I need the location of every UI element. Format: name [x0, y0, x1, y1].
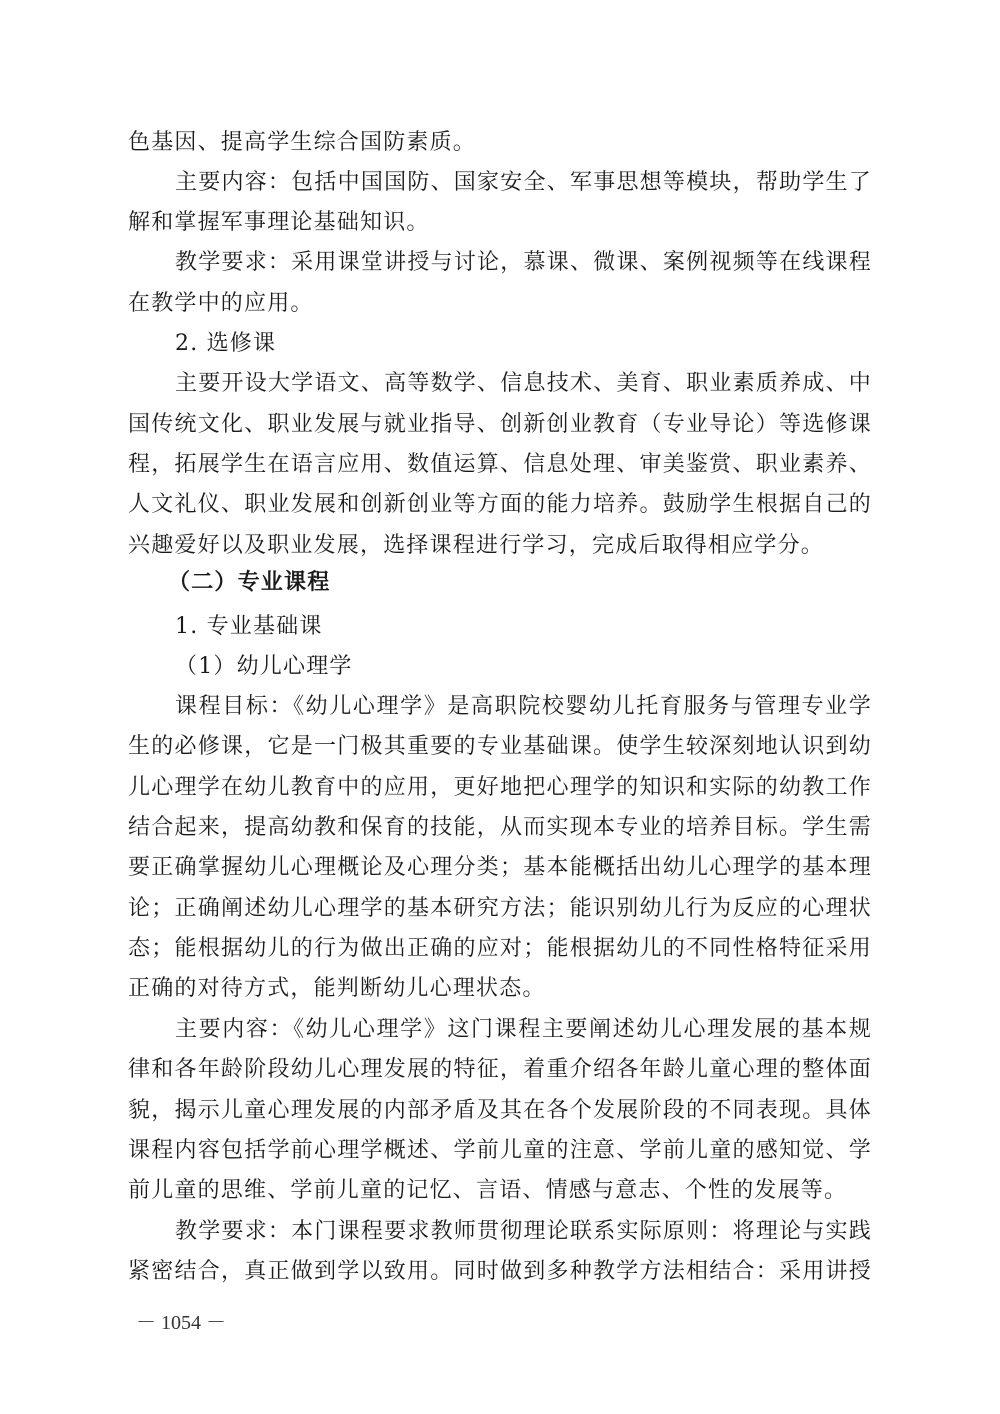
- text-line: 国传统文化、职业发展与就业指导、创新创业教育（专业导论）等选修课: [128, 412, 872, 437]
- text-line: 程，拓展学生在语言应用、数值运算、信息处理、审美鉴赏、职业素养、: [128, 452, 872, 477]
- text-line: 主要开设大学语文、高等数学、信息技术、美育、职业素质养成、中: [175, 371, 872, 396]
- text-line: 在教学中的应用。: [128, 291, 314, 316]
- page-number: － 1054 －: [136, 1312, 226, 1334]
- text-line: 态；能根据幼儿的行为做出正确的应对；能根据幼儿的不同性格特征采用: [128, 936, 872, 961]
- text-line: 教学要求：本门课程要求教师贯彻理论联系实际原则：将理论与实践: [175, 1219, 872, 1244]
- text-line: 兴趣爱好以及职业发展，选择课程进行学习，完成后取得相应学分。: [128, 533, 825, 558]
- text-line: 色基因、提高学生综合国防素质。: [128, 130, 477, 155]
- text-line: 2. 选修课: [175, 331, 277, 356]
- text-line: 教学要求：采用课堂讲授与讨论，慕课、微课、案例视频等在线课程: [175, 250, 872, 275]
- text-line: 紧密结合，真正做到学以致用。同时做到多种教学方法相结合：采用讲授: [128, 1259, 872, 1284]
- text-line: 论；正确阐述幼儿心理学的基本研究方法；能识别幼儿行为反应的心理状: [128, 896, 872, 921]
- text-line: 正确的对待方式，能判断幼儿心理状态。: [128, 976, 546, 1001]
- text-line: 解和掌握军事理论基础知识。: [128, 210, 430, 235]
- text-line: 律和各年龄阶段幼儿心理发展的特征，着重介绍各年龄儿童心理的整体面: [128, 1057, 872, 1082]
- section-heading: （二）专业课程: [168, 569, 331, 595]
- text-line: 主要内容：《幼儿心理学》这门课程主要阐述幼儿心理发展的基本规: [175, 1017, 872, 1042]
- text-line: 课程内容包括学前心理学概述、学前儿童的注意、学前儿童的感知觉、学: [128, 1138, 872, 1163]
- text-line: 结合起来，提高幼教和保育的技能，从而实现本专业的培养目标。学生需: [128, 815, 872, 840]
- text-line: 前儿童的思维、学前儿童的记忆、言语、情感与意志、个性的发展等。: [128, 1178, 848, 1203]
- text-line: 貌，揭示儿童心理发展的内部矛盾及其在各个发展阶段的不同表现。具体: [128, 1098, 872, 1123]
- text-line: （1）幼儿心理学: [175, 654, 353, 679]
- text-line: 主要内容：包括中国国防、国家安全、军事思想等模块，帮助学生了: [175, 170, 872, 195]
- text-line: 人文礼仪、职业发展和创新创业等方面的能力培养。鼓励学生根据自己的: [128, 492, 872, 517]
- text-line: 课程目标：《幼儿心理学》是高职院校婴幼儿托育服务与管理专业学: [175, 694, 872, 719]
- text-line: 要正确掌握幼儿心理概论及心理分类；基本能概括出幼儿心理学的基本理: [128, 855, 872, 880]
- text-line: 1. 专业基础课: [175, 614, 323, 639]
- text-line: 儿心理学在幼儿教育中的应用，更好地把心理学的知识和实际的幼教工作: [128, 775, 872, 800]
- text-line: 生的必修课，它是一门极其重要的专业基础课。使学生较深刻地认识到幼: [128, 734, 872, 759]
